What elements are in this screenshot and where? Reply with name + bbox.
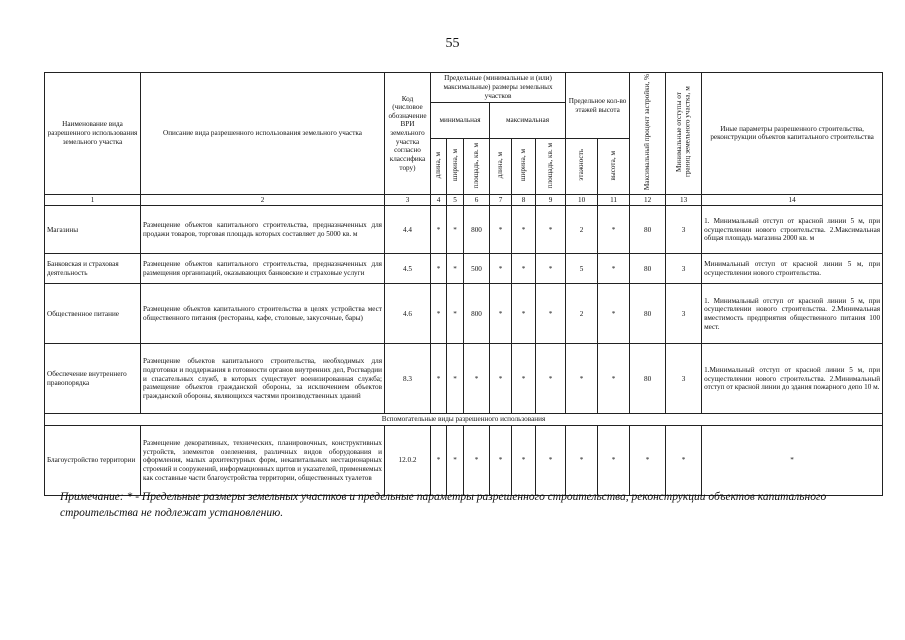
cell-value: *	[598, 206, 630, 254]
use-name: Общественное питание	[45, 284, 141, 344]
cell-value: *	[566, 426, 598, 496]
col-number: 6	[464, 194, 490, 206]
cell-value: 2	[566, 284, 598, 344]
cell-value: 500	[464, 254, 490, 284]
col-number: 10	[566, 194, 598, 206]
cell-value: *	[536, 254, 566, 284]
cell-value: *	[464, 426, 490, 496]
use-name: Банковская и страховая деятельность	[45, 254, 141, 284]
use-code: 12.0.2	[385, 426, 431, 496]
cell-value: *	[598, 426, 630, 496]
footnote: Примечание: * - Предельные размеры земельных участков и предельные параметры разрешенного строительства, реконструкции объектов капитального строительства не подлежат установлению.	[60, 491, 827, 519]
other-params: Минимальный отступ от красной линии 5 м, при осуществлении нового строительства.	[702, 254, 883, 284]
other-params: *	[702, 426, 883, 496]
cell-value: *	[490, 206, 512, 254]
cell-value: 2	[566, 206, 598, 254]
header-height: высота, м	[598, 139, 630, 194]
other-params: 1.Минимальный отступ от красной линии 5 м, при осуществлении нового строительства. 2.Минимальный отступ от красной линии до здания пожарного депо 10 м.	[702, 344, 883, 414]
cell-value: 3	[666, 254, 702, 284]
col-number: 12	[630, 194, 666, 206]
cell-value: *	[512, 206, 536, 254]
header-name: Наименование вида разрешенного использования земельного участка	[45, 73, 141, 195]
cell-value: 80	[630, 284, 666, 344]
header-area-max: площадь, кв. м	[536, 139, 566, 194]
cell-value: *	[447, 284, 464, 344]
cell-value: *	[490, 254, 512, 284]
cell-value: 3	[666, 206, 702, 254]
cell-value: *	[447, 426, 464, 496]
cell-value: 3	[666, 344, 702, 414]
cell-value: *	[512, 254, 536, 284]
cell-value: 80	[630, 206, 666, 254]
cell-value: *	[490, 284, 512, 344]
use-description: Размещение объектов капитального строительства, предназначенных для размещения организаций, оказывающих банковские и страховые услуги	[141, 254, 385, 284]
header-setback: Минимальные отступы от границ земельного участка, м	[666, 73, 702, 195]
header-floors: Предельное кол-во этажей высота	[566, 73, 630, 139]
col-number: 1	[45, 194, 141, 206]
header-plot-sizes: Предельные (минимальные и (или) максимальные) размеры земельных участков	[431, 73, 566, 103]
use-description: Размещение объектов капитального строительства, необходимых для подготовки и поддержания в готовности органов внутренних дел, Росгвардии и спасательных служб, в которых существует военизированная служба; размещение объектов гражданской обороны, за исключением объектов гражданской обороны, являющихся частями производственных зданий	[141, 344, 385, 414]
cell-value: *	[431, 426, 447, 496]
cell-value: *	[512, 284, 536, 344]
cell-value: *	[490, 426, 512, 496]
header-max: максимальная	[490, 102, 566, 139]
use-code: 4.6	[385, 284, 431, 344]
zoning-table	[44, 72, 883, 496]
header-width-min: ширина, м	[447, 139, 464, 194]
header-code: Код (числовое обозначение ВРИ земельного участка согласно классифика тору)	[385, 73, 431, 195]
table-row	[45, 206, 883, 254]
cell-value: *	[447, 344, 464, 414]
cell-value: *	[598, 284, 630, 344]
col-number: 9	[536, 194, 566, 206]
cell-value: *	[630, 426, 666, 496]
use-code: 4.4	[385, 206, 431, 254]
header-width-max: ширина, м	[512, 139, 536, 194]
cell-value: *	[490, 344, 512, 414]
cell-value: *	[512, 426, 536, 496]
cell-value: *	[464, 344, 490, 414]
use-description: Размещение декоративных, технических, планировочных, конструктивных устройств, элементов озеленения, различных видов оборудования и оформления, малых архитектурных форм, некапитальных нестационарных строений и сооружений, информационных щитов и указателей, применяемых как составные части благоустройства территории, общественных туалетов	[141, 426, 385, 496]
table-row	[45, 254, 883, 284]
col-number: 11	[598, 194, 630, 206]
header-other-params: Иные параметры разрешенного строительства, реконструкции объектов капитального строительства	[702, 73, 883, 195]
use-code: 4.5	[385, 254, 431, 284]
cell-value: 80	[630, 254, 666, 284]
cell-value: *	[536, 426, 566, 496]
use-description: Размещение объектов капитального строительства, предназначенных для продажи товаров, торговая площадь которых составляет до 5000 кв. м	[141, 206, 385, 254]
col-number: 2	[141, 194, 385, 206]
header-description: Описание вида разрешенного использования земельного участка	[141, 73, 385, 195]
use-description: Размещение объектов капитального строительства в целях устройства мест общественного питания (рестораны, кафе, столовые, закусочные, бары)	[141, 284, 385, 344]
cell-value: 5	[566, 254, 598, 284]
cell-value: *	[566, 344, 598, 414]
cell-value: 800	[464, 284, 490, 344]
header-percent: Максимальный процент застройки, %	[630, 73, 666, 195]
col-number: 8	[512, 194, 536, 206]
cell-value: 3	[666, 284, 702, 344]
use-name: Благоустройство территории	[45, 426, 141, 496]
cell-value: *	[536, 206, 566, 254]
cell-value: *	[536, 284, 566, 344]
other-params: 1. Минимальный отступ от красной линии 5 м, при осуществлении нового строительства. 2.Максимальная общая площадь магазина 2000 кв. м	[702, 206, 883, 254]
cell-value: *	[431, 344, 447, 414]
col-number: 4	[431, 194, 447, 206]
use-name: Магазины	[45, 206, 141, 254]
header-min: минимальная	[431, 102, 490, 139]
header-storeys: этажность	[566, 139, 598, 194]
col-number: 3	[385, 194, 431, 206]
cell-value: *	[598, 254, 630, 284]
section-title: Вспомогательные виды разрешенного использования	[45, 414, 883, 426]
cell-value: *	[598, 344, 630, 414]
col-number: 5	[447, 194, 464, 206]
cell-value: *	[431, 254, 447, 284]
cell-value: *	[512, 344, 536, 414]
header-length-min: длина, м	[431, 139, 447, 194]
other-params: 1. Минимальный отступ от красной линии 5 м, при осуществлении нового строительства. 2.Минимальная вместимость предприятия общественного питания 100 мест.	[702, 284, 883, 344]
page-number: 55	[445, 36, 460, 51]
cell-value: *	[536, 344, 566, 414]
cell-value: *	[431, 206, 447, 254]
header-length-max: длина, м	[490, 139, 512, 194]
table-row	[45, 426, 883, 496]
use-code: 8.3	[385, 344, 431, 414]
section-header-row	[45, 414, 883, 426]
cell-value: *	[447, 254, 464, 284]
cell-value: *	[666, 426, 702, 496]
column-number-row	[45, 194, 883, 206]
cell-value: *	[447, 206, 464, 254]
cell-value: *	[431, 284, 447, 344]
use-name: Обеспечение внутреннего правопорядка	[45, 344, 141, 414]
cell-value: 800	[464, 206, 490, 254]
col-number: 13	[666, 194, 702, 206]
header-area-min: площадь, кв. м	[464, 139, 490, 194]
table-row	[45, 344, 883, 414]
col-number: 7	[490, 194, 512, 206]
col-number: 14	[702, 194, 883, 206]
table-row	[45, 284, 883, 344]
cell-value: 80	[630, 344, 666, 414]
